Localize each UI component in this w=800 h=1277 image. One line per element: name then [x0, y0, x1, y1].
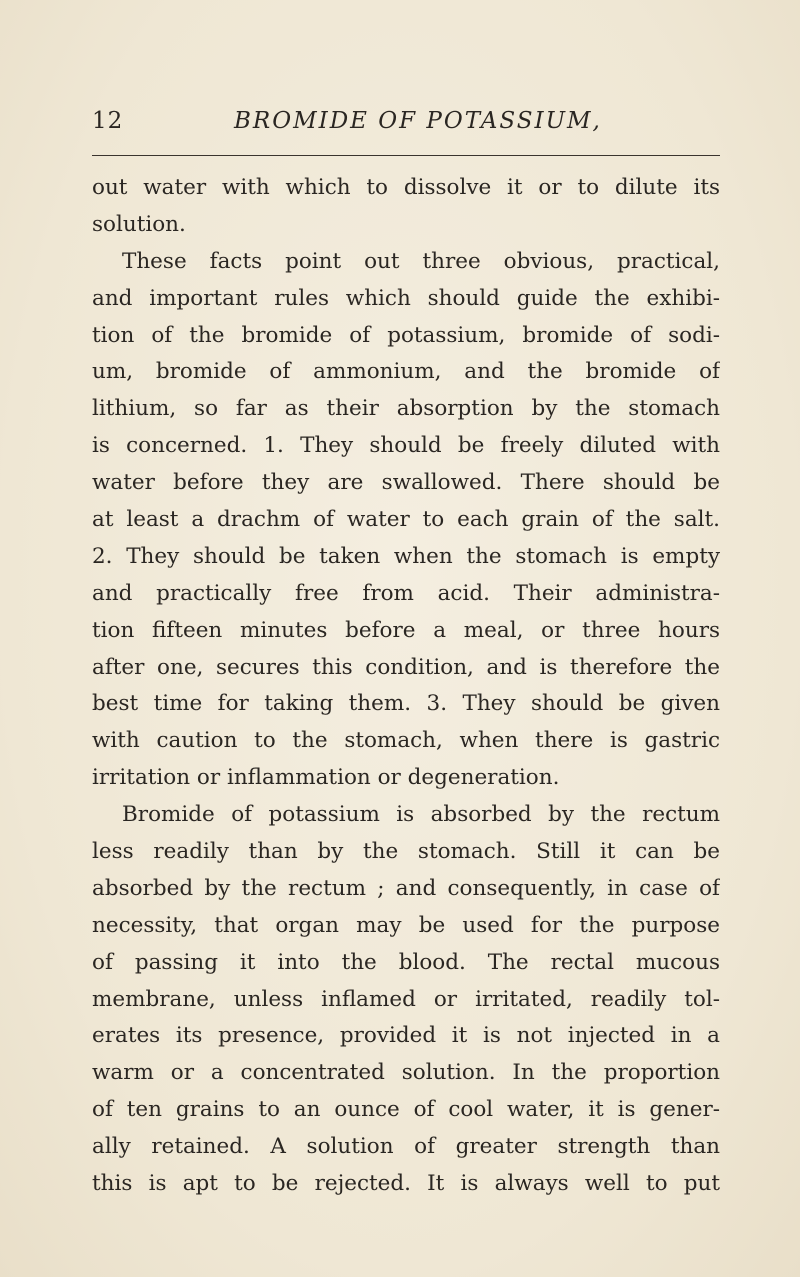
text-line: and important rules which should guide the exhibi-	[92, 285, 720, 311]
page-number: 12	[92, 108, 124, 134]
text-line: with caution to the stomach, when there is gastric	[92, 728, 720, 754]
text-line: this is apt to be rejected. It is always well to put	[92, 1171, 720, 1197]
text-line: ally retained. A solution of greater strength than	[92, 1134, 720, 1160]
text-line: water before they are swallowed. There should be	[92, 470, 720, 496]
text-line: less readily than by the stomach. Still it can be	[92, 839, 720, 865]
text-line: of passing it into the blood. The rectal mucous	[92, 949, 720, 975]
text-line: membrane, unless inflamed or irritated, readily tol-	[92, 986, 720, 1012]
text-line: necessity, that organ may be used for the purpose	[92, 912, 720, 938]
text-line: irritation or inflammation or degeneration.	[92, 765, 560, 791]
text-line: absorbed by the rectum ; and consequently, in case of	[92, 875, 720, 901]
text-line: solution.	[92, 211, 186, 237]
text-line: 2. They should be taken when the stomach is empty	[92, 543, 720, 569]
text-line: These facts point out three obvious, practical,	[122, 248, 720, 274]
text-line: is concerned. 1. They should be freely diluted with	[92, 433, 720, 459]
text-line: and practically free from acid. Their administra-	[92, 580, 720, 606]
text-line: at least a drachm of water to each grain of the salt.	[92, 507, 720, 533]
page-header	[92, 108, 720, 144]
text-line: best time for taking them. 3. They should be given	[92, 691, 720, 717]
text-line: out water with which to dissolve it or to dilute its	[92, 175, 720, 200]
text-line: lithium, so far as their absorption by the stomach	[92, 396, 720, 422]
text-line: tion fifteen minutes before a meal, or three hours	[92, 617, 720, 643]
text-line: Bromide of potassium is absorbed by the rectum	[122, 802, 720, 828]
header-rule	[92, 155, 720, 156]
running-title: BROMIDE OF POTASSIUM,	[234, 108, 602, 134]
text-line: warm or a concentrated solution. In the proportion	[92, 1060, 720, 1086]
text-line: tion of the bromide of potassium, bromide of sodi-	[92, 322, 720, 348]
text-line: um, bromide of ammonium, and the bromide of	[92, 359, 720, 385]
text-line: after one, secures this condition, and is therefore the	[92, 654, 720, 680]
text-line: erates its presence, provided it is not injected in a	[92, 1023, 720, 1049]
text-line: of ten grains to an ounce of cool water, it is gener-	[92, 1097, 720, 1123]
body-text	[92, 170, 720, 1203]
